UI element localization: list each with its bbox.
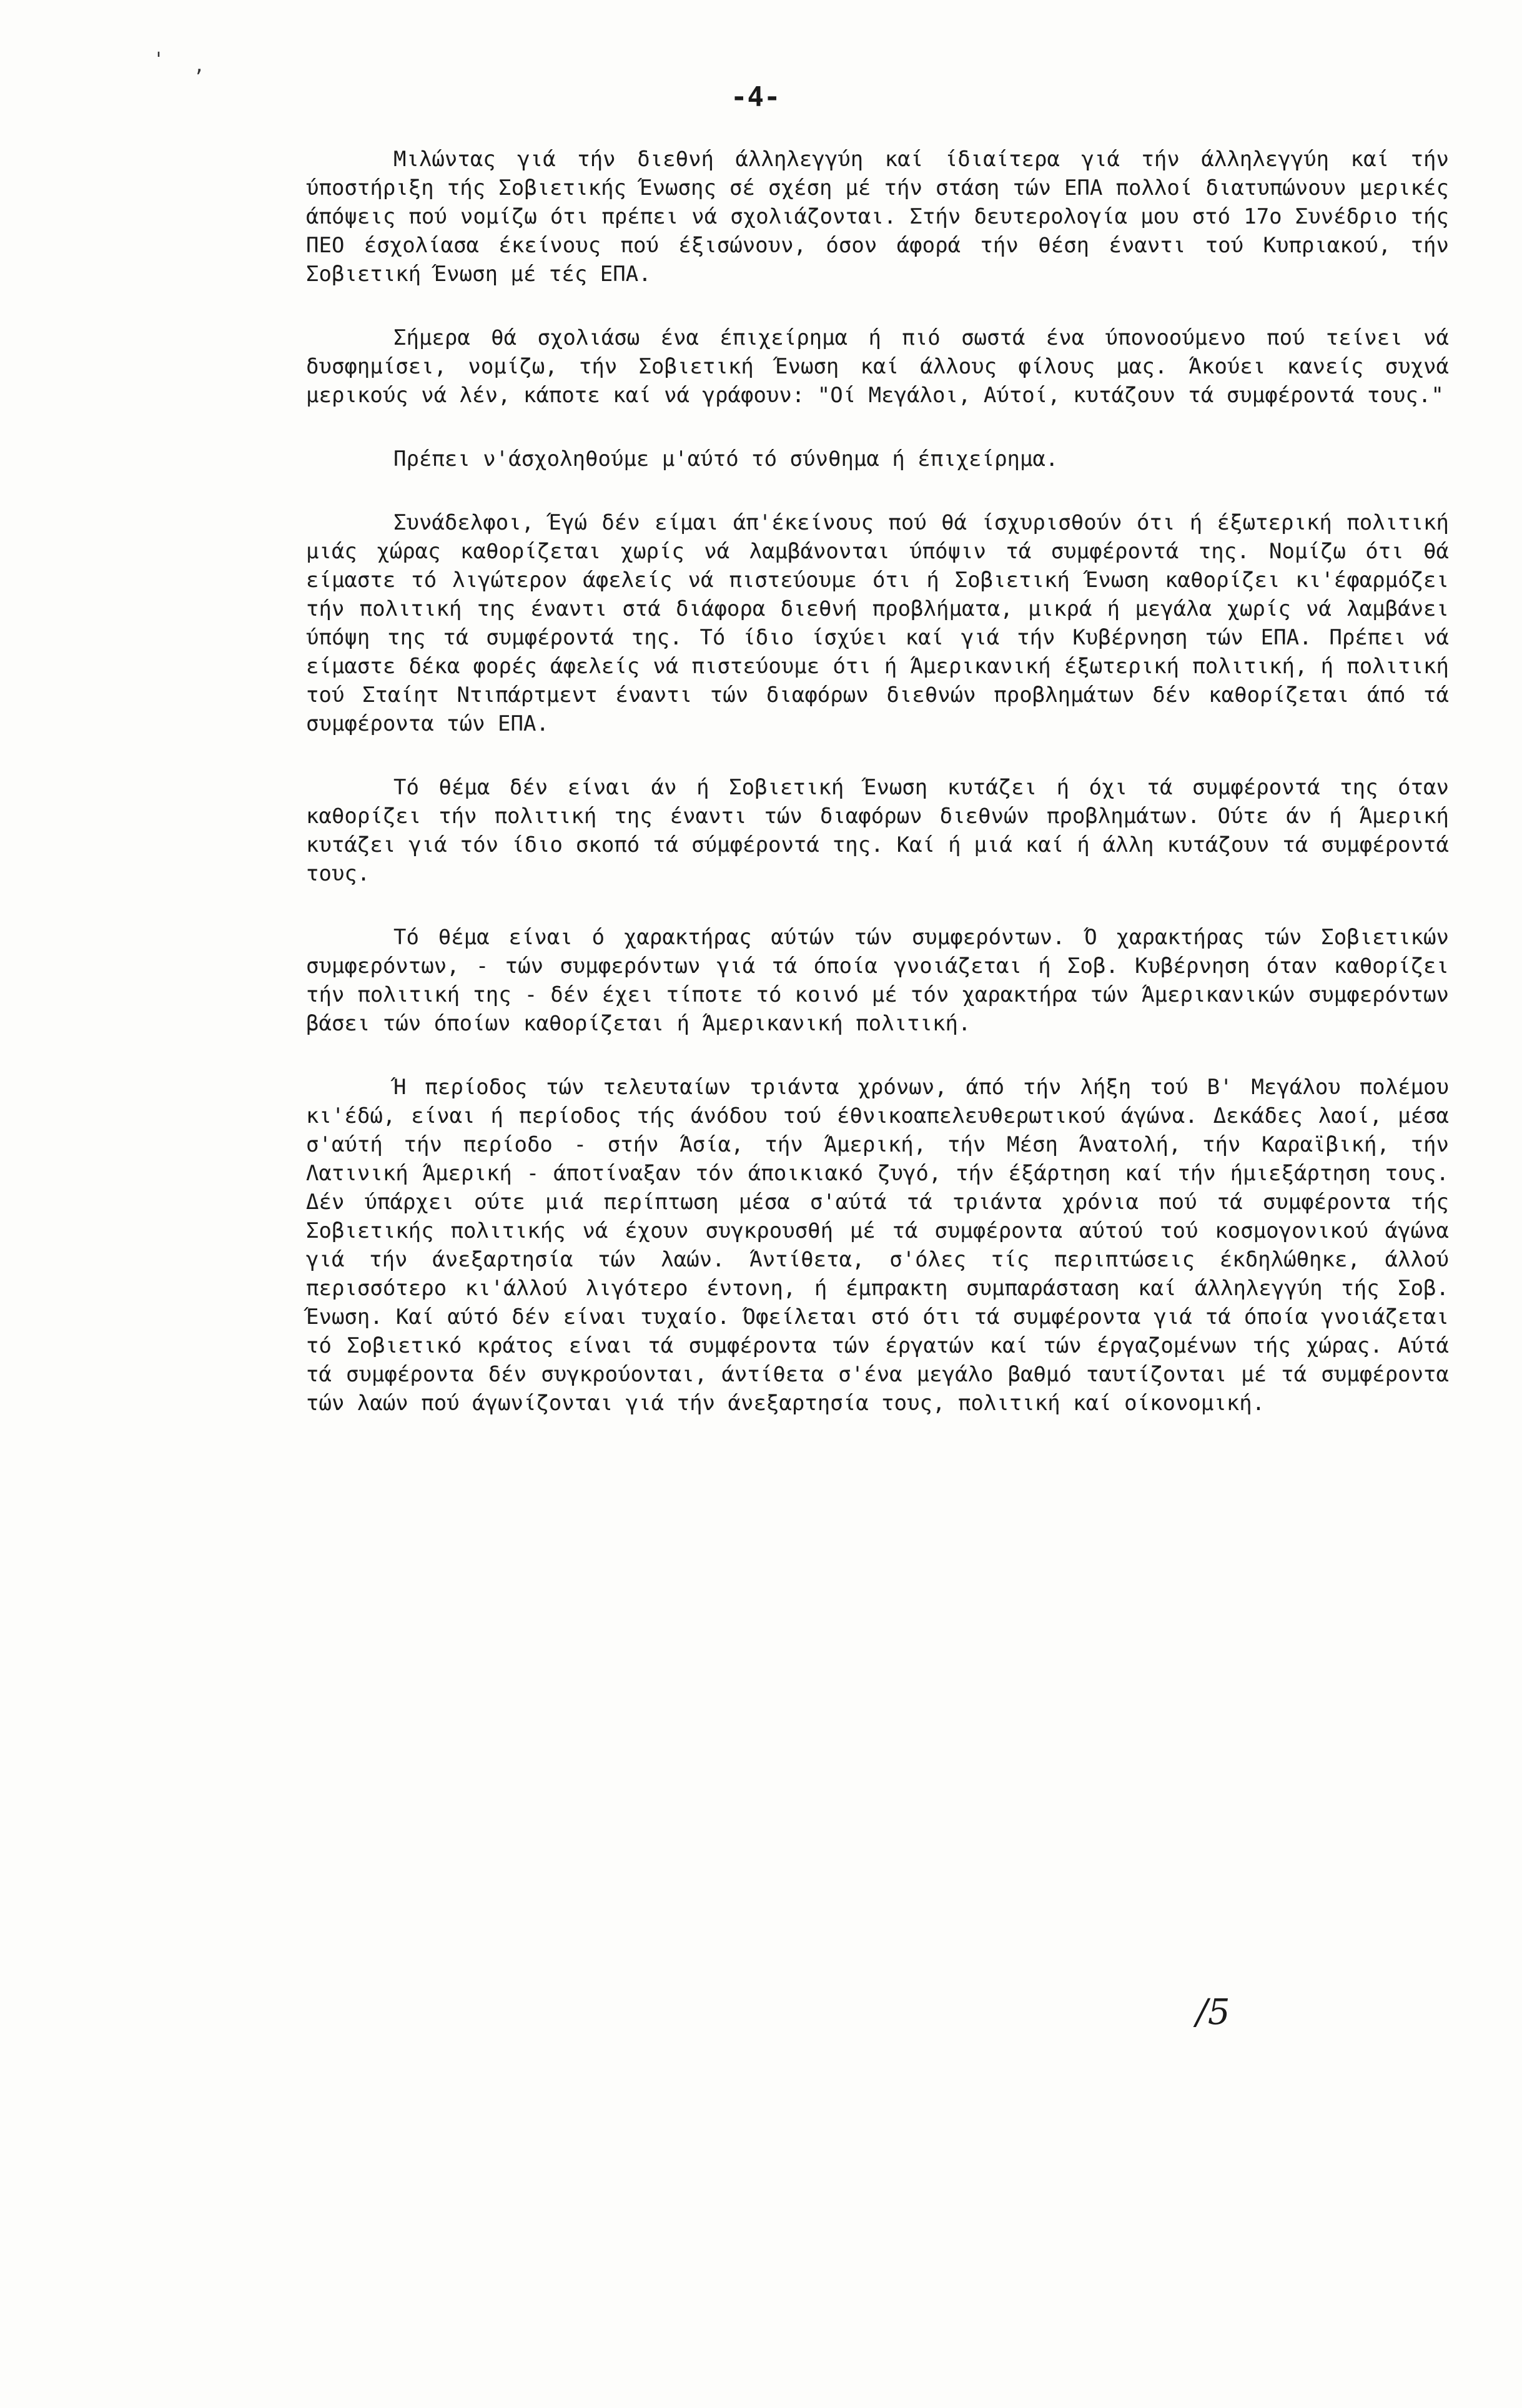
next-page-marker: /5 bbox=[1196, 1992, 1230, 2033]
paragraph: Ή περίοδος τών τελευταίων τριάντα χρόνων, άπό τήν λήξη τού Β' Μεγάλου πολέμου κι'έδώ, είναι ή περίοδος τής άνόδου τού έθνικοαπελευθερωτικού άγώνα. Δεκάδες λαοί, μέσα σ'αύτή τήν περίοδο - στήν Άσία, τήν Άμερική, τήν Μέση Άνατολή, τήν Καραϊβική, τήν Λατινική Άμερική - άποτίναξαν τόν άποικιακό ζυγό, τήν έξάρτηση καί τήν ήμιεξάρτηση τους. Δέν ύπάρχει ούτε μιά περίπτωση μέσα σ'αύτά τά τριάντα χρόνια πού τά συμφέροντα τής Σοβιετικής πολιτικής νά έχουν συγκρουσθή μέ τά συμφέροντα αύτού τού κοσμογονικού άγώνα γιά τήν άνεξαρτησία τών λαών. Άντίθετα, σ'όλες τίς περιπτώσεις έκδηλώθηκε, άλλού περισσότερο κι'άλλού λιγότερο έντονη, ή έμπρακτη συμπαράσταση καί άλληλεγγύη τής Σοβ. Ένωση. Καί αύτό δέν είναι τυχαίο. Όφείλεται στό ότι τά συμφέροντα γιά τά όποία γνοιάζεται τό Σοβιετικό κράτος είναι τά συμφέροντα τών έργατών καί τών έργαζομένων τής χώρας. Αύτά τά συμφέροντα δέν συγκρούονται, άντίθετα σ'ένα μεγάλο βαθμό ταυτίζονται μέ τά συμφέροντα τών λαών πού άγωνίζονται γιά τήν άνεξαρτησία τους, πολιτική καί οίκονομική. bbox=[306, 1075, 1449, 1416]
paragraph: Πρέπει ν'άσχοληθούμε μ'αύτό τό σύνθημα ή έπιχείρημα. bbox=[393, 447, 1059, 471]
paragraph: Σήμερα θά σχολιάσω ένα έπιχείρημα ή πιό σωστά ένα ύπονοούμενο πού τείνει νά δυσφημίσει, νομίζω, τήν Σοβιετική Ένωση καί άλλους φίλους μας. Άκούει κανείς συχνά μερικούς νά λέν, κάποτε καί νά γράφουν: "Οί Μεγάλοι, Αύτοί, κυτάζουν τά συμφέροντά τους." bbox=[306, 325, 1449, 408]
paragraph: Τό θέμα είναι ό χαρακτήρας αύτών τών συμφερόντων. Ό χαρακτήρας τών Σοβιετικών συμφερόντων, - τών συμφερόντων γιά τά όποία γνοιάζεται ή Σοβ. Κυβέρνηση όταν καθορίζει τήν πολιτική της - δέν έχει τίποτε τό κοινό μέ τόν χαρακτήρα τών Άμερικανικών συμφερόντων βάσει τών όποίων καθορίζεται ή Άμερικανική πολιτική. bbox=[306, 925, 1449, 1036]
page-number: -4- bbox=[731, 81, 781, 113]
document-body bbox=[306, 145, 1449, 1446]
stray-mark: , bbox=[194, 55, 205, 77]
paragraph: Συνάδελφοι, Έγώ δέν είμαι άπ'έκείνους πού θά ίσχυρισθούν ότι ή έξωτερική πολιτική μιάς χώρας καθορίζεται χωρίς νά λαμβάνονται ύπόψιν τά συμφέροντά της. Νομίζω ότι θά είμαστε τό λιγώτερον άφελείς νά πιστεύουμε ότι ή Σοβιετική Ένωση καθορίζει κι'έφαρμόζει τήν πολιτική της έναντι στά διάφορα διεθνή προβλήματα, μικρά ή μεγάλα χωρίς νά λαμβάνει ύπόψη της τά συμφέροντά της. Τό ίδιο ίσχύει καί γιά τήν Κυβέρνηση τών ΕΠΑ. Πρέπει νά είμαστε δέκα φορές άφελείς νά πιστεύουμε ότι ή Άμερικανική έξωτερική πολιτική, ή πολιτική τού Σταίητ Ντιπάρτμεντ έναντι τών διαφόρων διεθνών προβλημάτων δέν καθορίζεται άπό τά συμφέροντα τών ΕΠΑ. bbox=[306, 510, 1449, 736]
paragraph: Μιλώντας γιά τήν διεθνή άλληλεγγύη καί ίδιαίτερα γιά τήν άλληλεγγύη καί τήν ύποστήριξη τής Σοβιετικής Ένωσης σέ σχέση μέ τήν στάση τών ΕΠΑ πολλοί διατυπώνουν μερικές άπόψεις πού νομίζω ότι πρέπει νά σχολιάζονται. Στήν δευτερολογία μου στό 17ο Συνέδριο τής ΠΕΟ έσχολίασα έκείνους πού έξισώνουν, όσον άφορά τήν θέση έναντι τού Κυπριακού, τήν Σοβιετική Ένωση μέ τές ΕΠΑ. bbox=[306, 147, 1449, 287]
paragraph: Τό θέμα δέν είναι άν ή Σοβιετική Ένωση κυτάζει ή όχι τά συμφέροντά της όταν καθορίζει τήν πολιτική της έναντι τών διαφόρων διεθνών προβλημάτων. Ούτε άν ή Άμερική κυτάζει γιά τόν ίδιο σκοπό τά σύμφέροντά της. Καί ή μιά καί ή άλλη κυτάζουν τά συμφέροντά τους. bbox=[306, 775, 1449, 886]
stray-mark: ' bbox=[153, 49, 165, 71]
